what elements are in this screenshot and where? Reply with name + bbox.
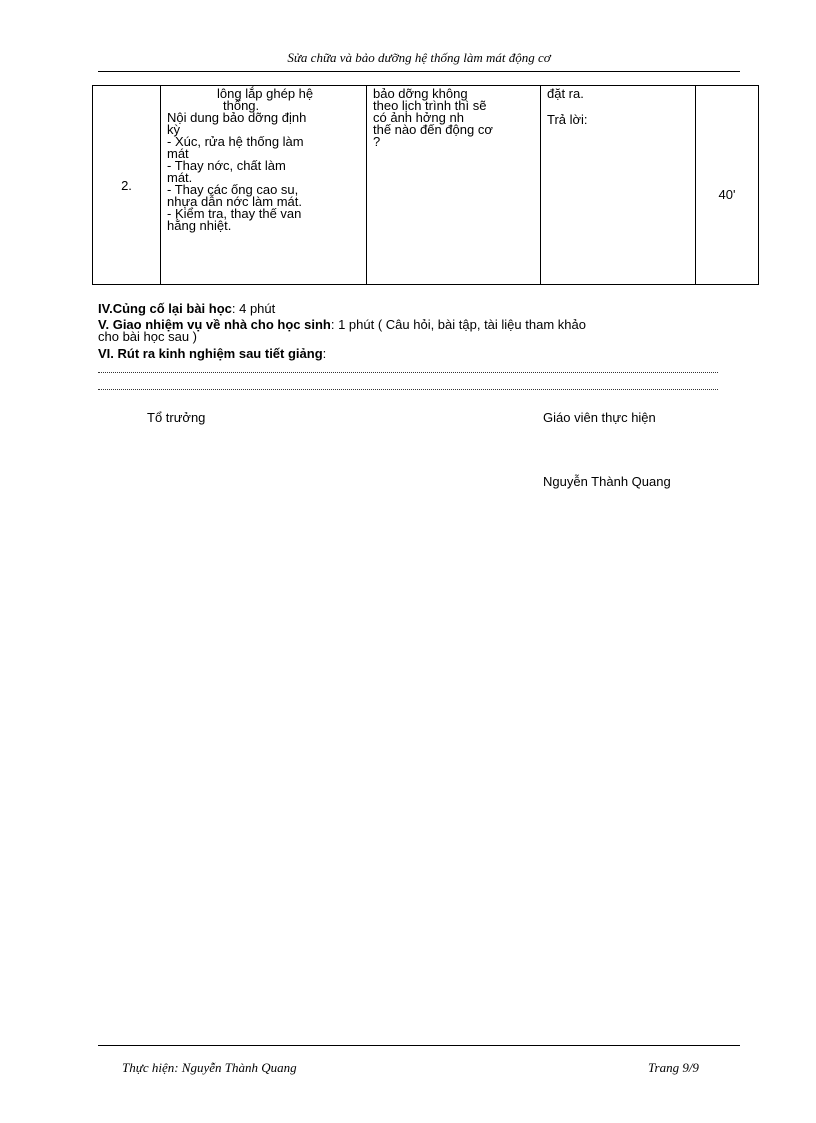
signature-left-label: Tổ trưởng — [147, 410, 206, 425]
content-cell — [161, 86, 367, 285]
section-v-value: : 1 phút ( Câu hỏi, bài tập, tài liệu tham khảo — [330, 317, 586, 332]
question-line: có ảnh hởng nh — [373, 110, 464, 125]
content-line: thống. — [223, 98, 260, 113]
lesson-table — [92, 85, 759, 285]
content-line: nhựa dẫn nớc làm mát. — [167, 194, 303, 209]
section-vi-value: : — [322, 346, 327, 361]
content-line: - Thay nớc, chất làm — [167, 158, 286, 173]
dotted-line — [98, 372, 718, 373]
section-iv-value: : 4 phút — [231, 301, 276, 316]
answer-line: Trả lời: — [547, 112, 588, 127]
content-line: mát. — [167, 170, 193, 185]
time-cell: 40' — [696, 86, 759, 285]
section-v-label: V. Giao nhiệm vụ về nhà cho học sinh — [98, 317, 331, 332]
section-v-continued: cho bài học sau ) — [98, 329, 198, 344]
table-row — [93, 86, 759, 285]
row-number: 2. — [93, 86, 161, 285]
answer-cell — [541, 86, 696, 285]
footer-page-number: Trang 9/9 — [648, 1060, 699, 1075]
content-line: mát — [167, 146, 189, 161]
question-line: thế nào đến động cơ — [373, 122, 493, 137]
signature-name: Nguyễn Thành Quang — [543, 474, 671, 489]
question-cell — [367, 86, 541, 285]
section-vi — [98, 348, 326, 360]
header-title: Sửa chữa và bảo dưỡng hệ thống làm mát động cơ — [287, 50, 551, 65]
content-line: hằng nhiệt. — [167, 218, 232, 233]
content-line: - Kiểm tra, thay thế van — [167, 206, 302, 221]
content-line: - Thay các ống cao su, — [167, 182, 299, 197]
section-iv — [98, 303, 275, 315]
header-rule — [98, 71, 740, 72]
footer-author: Thực hiện: Nguyễn Thành Quang — [122, 1060, 297, 1075]
answer-line: đặt ra. — [547, 86, 584, 101]
question-line: ? — [373, 134, 381, 149]
dotted-line — [98, 389, 718, 390]
content-line: lông lắp ghép hệ — [217, 86, 314, 101]
question-line: bảo dỡng không — [373, 86, 468, 101]
content-line: - Xúc, rửa hệ thống làm — [167, 134, 304, 149]
footer-rule — [98, 1045, 740, 1046]
section-iv-label: IV.Củng cố lại bài học — [98, 301, 232, 316]
content-line: Nội dung bảo dỡng định — [167, 110, 307, 125]
content-line: kỳ — [167, 122, 180, 137]
question-line: theo lịch trình thì sẽ — [373, 98, 487, 113]
signature-right-label: Giáo viên thực hiện — [543, 410, 656, 425]
section-vi-label: VI. Rút ra kinh nghiệm sau tiết giảng — [98, 346, 323, 361]
